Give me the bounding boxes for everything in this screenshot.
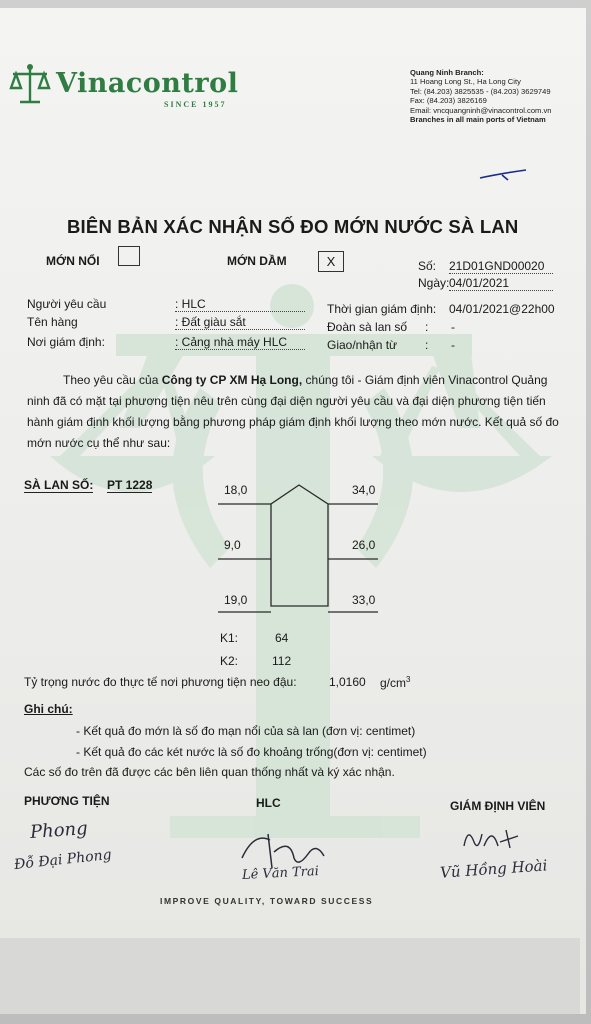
density-unit: $g/cm^3$ xyxy=(380,675,411,690)
document-page xyxy=(0,8,586,1014)
branch-email: Email: vncquangninh@vinacontrol.com.vn xyxy=(410,105,552,115)
time-label: Thời gian giám định: xyxy=(327,302,437,316)
hlc-label: HLC xyxy=(256,796,281,810)
requester-label: Người yêu cầu xyxy=(27,297,107,311)
convoy-value: - xyxy=(451,320,455,334)
vessel-signature: Phong xyxy=(29,818,89,843)
inspector-label: GIÁM ĐỊNH VIÊN xyxy=(450,799,546,813)
client-company: Công ty CP XM Hạ Long, xyxy=(161,373,303,387)
right-fwd-draft: 34,0 xyxy=(352,483,376,497)
branch-name: Quang Ninh Branch: xyxy=(410,68,484,77)
time-value: 04/01/2021@22h00 xyxy=(449,302,555,316)
right-aft-draft: 33,0 xyxy=(352,593,376,607)
branch-tel: Tel: (84.203) 3825535 - (84.203) 3629749 xyxy=(410,86,551,96)
k2-value: 112 xyxy=(272,654,292,668)
handover-label: Giao/nhận từ xyxy=(327,338,398,352)
branch-fax: Fax: (84.203) 3826169 xyxy=(410,96,487,106)
confirmation-text: Các số đo trên đã được các bên liên quan thống nhất và ký xác nhận. xyxy=(24,765,395,779)
convoy-label: Đoàn sà lan số xyxy=(327,320,408,334)
hlc-name-handwritten: Lê Văn Trai xyxy=(241,863,320,884)
vessel-label: PHƯƠNG TIỆN xyxy=(24,794,110,808)
note-item: - Kết quả đo các két nước là số đo khoảng trống(đơn vị: centimet) xyxy=(76,745,427,759)
footer-slogan: IMPROVE QUALITY, TOWARD SUCCESS xyxy=(160,896,374,906)
vessel-name-handwritten: Đỗ Đại Phong xyxy=(13,846,113,874)
so-value: 21D01GND00020 xyxy=(449,259,553,274)
mon-dam-label: MỚN DẦM xyxy=(227,254,287,268)
branch-ports: Branches in all main ports of Vietnam xyxy=(410,115,546,125)
requester-value: : HLC xyxy=(175,297,305,312)
document-title: BIÊN BẢN XÁC NHẬN SỐ ĐO MỚN NƯỚC SÀ LAN xyxy=(67,216,519,237)
k1-value: 64 xyxy=(275,631,289,645)
density-value: 1,0160 xyxy=(329,675,366,689)
inspector-name-handwritten: Vũ Hồng Hoài xyxy=(439,856,548,882)
place-label: Nơi giám định: xyxy=(27,335,105,349)
mon-dam-checkbox xyxy=(318,251,344,272)
ngay-value: 04/01/2021 xyxy=(449,276,553,291)
right-mid-draft: 26,0 xyxy=(352,538,376,552)
left-aft-draft: 19,0 xyxy=(224,593,248,607)
density-label: Tỷ trọng nước đo thực tế nơi phương tiện neo đậu: xyxy=(24,675,297,689)
handover-colon: : xyxy=(425,338,429,352)
company-name: Vinacontrol xyxy=(56,68,239,99)
mon-noi-label: MỚN NỔI xyxy=(46,254,100,268)
mon-noi-checkbox xyxy=(118,246,140,266)
mon-dam-mark: X xyxy=(326,254,336,269)
handover-value: - xyxy=(451,338,455,352)
inspector-signature xyxy=(458,822,538,856)
so-label: Số: xyxy=(418,259,437,273)
notes-heading: Ghi chú: xyxy=(24,702,73,716)
branch-address: 11 Hoang Long St., Ha Long City xyxy=(410,77,521,87)
note-item: - Kết quả đo mớn là số đo mạn nổi của sà lan (đơn vị: centimet) xyxy=(76,724,416,738)
k1-label: K1: xyxy=(220,631,239,645)
left-fwd-draft: 18,0 xyxy=(224,483,248,497)
goods-label: Tên hàng xyxy=(27,315,78,329)
vinacontrol-logo-icon xyxy=(8,62,52,106)
lower-page-edge xyxy=(0,938,580,1014)
intro-paragraph: Theo yêu cầu của Công ty CP XM Hạ Long, chúng tôi - Giám định viên Vinacontrol Quảng ninh đã có mặt tại phương tiện nêu trên cùng đại diện người yêu cầu và đại diện phương tiện tiến hành giám định khối lượng bằng phương pháp giám định khối lượng theo mớn nước. Kết quả số đo mớn nước cụ thể như sau: xyxy=(27,373,559,450)
branch-info xyxy=(410,68,552,124)
convoy-colon: : xyxy=(425,320,429,334)
left-mid-draft: 9,0 xyxy=(224,538,241,552)
k2-label: K2: xyxy=(220,654,239,668)
place-value: : Cảng nhà máy HLC xyxy=(175,335,305,350)
pen-mark-icon xyxy=(478,166,528,184)
ngay-label: Ngày: xyxy=(418,276,450,290)
since-text: SINCE 1957 xyxy=(164,100,227,109)
barge-number: PT 1228 xyxy=(107,478,153,492)
goods-value: : Đất giàu sắt xyxy=(175,315,305,330)
barge-label: SÀ LAN SỐ: xyxy=(24,478,94,492)
